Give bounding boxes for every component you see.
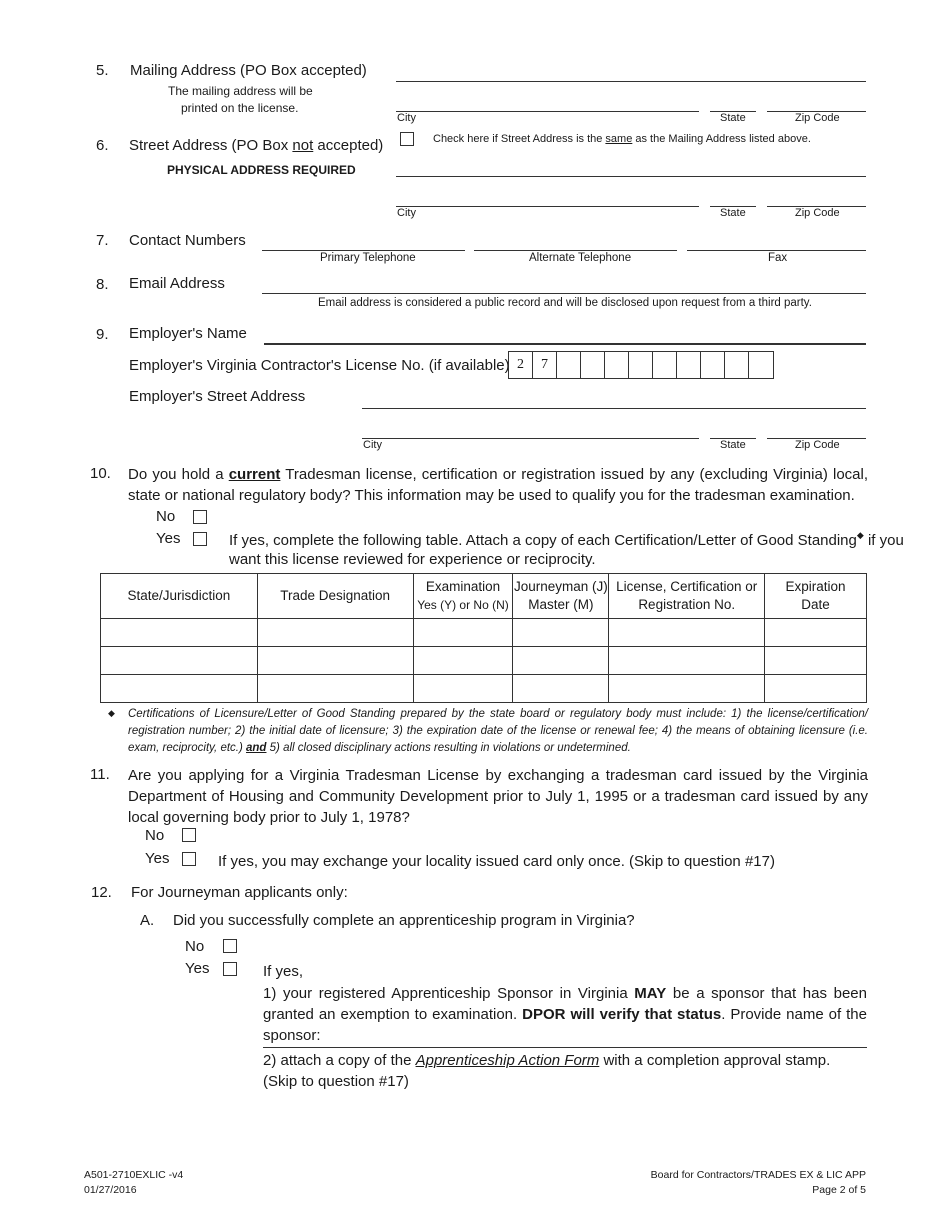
q10-no-checkbox[interactable] xyxy=(193,510,207,524)
header-license-number: License, Certification or Registration No. xyxy=(609,574,765,619)
table-cell[interactable] xyxy=(609,675,765,703)
license-digit-box[interactable] xyxy=(557,352,581,378)
footer-board: Board for Contractors/TRADES EX & LIC APP xyxy=(650,1169,866,1181)
q9-zip-label: Zip Code xyxy=(795,439,840,451)
table-cell[interactable] xyxy=(101,619,258,647)
q6-same-address-checkbox[interactable] xyxy=(400,132,414,146)
table-row xyxy=(101,647,867,675)
q6-city-line[interactable] xyxy=(396,206,699,207)
license-digit-box[interactable] xyxy=(653,352,677,378)
table-cell[interactable] xyxy=(513,675,609,703)
q5-zip-label: Zip Code xyxy=(795,112,840,124)
header-expiration-date: Expiration Date xyxy=(765,574,867,619)
table-cell[interactable] xyxy=(765,647,867,675)
q10-number: 10. xyxy=(90,465,111,482)
q8-number: 8. xyxy=(96,276,109,293)
table-cell[interactable] xyxy=(609,619,765,647)
q8-public-record-note: Email address is considered a public record and will be disclosed upon request from a third party. xyxy=(318,297,812,309)
q6-label: Street Address (PO Box not accepted) xyxy=(129,137,384,154)
q12-number: 12. xyxy=(91,884,112,901)
license-digit-box[interactable] xyxy=(725,352,749,378)
table-row xyxy=(101,619,867,647)
q5-number: 5. xyxy=(96,62,109,79)
q6-address-line[interactable] xyxy=(396,176,866,177)
q5-label: Mailing Address (PO Box accepted) xyxy=(130,62,367,79)
q9-employer-name-label: Employer's Name xyxy=(129,325,247,342)
q7-primary-label: Primary Telephone xyxy=(320,252,416,264)
q9-street-label: Employer's Street Address xyxy=(129,388,306,405)
table-header-row xyxy=(101,574,867,619)
q11-yes-label: Yes xyxy=(145,850,170,867)
q5-subtext-1: The mailing address will be xyxy=(168,84,313,98)
q9-license-boxes[interactable] xyxy=(508,351,774,379)
header-examination: Examination Yes (Y) or No (N) xyxy=(413,574,513,619)
q9-license-label: Employer's Virginia Contractor's License No. (if available) xyxy=(129,357,510,374)
q5-state-label: State xyxy=(720,112,746,124)
q10-yes-label: Yes xyxy=(156,530,181,547)
license-digit-box[interactable] xyxy=(749,352,773,378)
q6-physical-required: PHYSICAL ADDRESS REQUIRED xyxy=(167,163,356,177)
table-cell[interactable] xyxy=(257,647,413,675)
q6-state-label: State xyxy=(720,207,746,219)
license-digit-box[interactable]: 7 xyxy=(533,352,557,378)
q6-city-label: City xyxy=(397,207,416,219)
license-digit-box[interactable] xyxy=(701,352,725,378)
table-cell[interactable] xyxy=(609,647,765,675)
q8-label: Email Address xyxy=(129,275,225,292)
table-cell[interactable] xyxy=(413,675,513,703)
table-cell[interactable] xyxy=(101,647,258,675)
q11-yes-instructions: If yes, you may exchange your locality issued card only once. (Skip to question #17) xyxy=(218,853,775,870)
license-digit-box[interactable] xyxy=(677,352,701,378)
q9-city-line[interactable] xyxy=(362,438,699,439)
q6-zip-label: Zip Code xyxy=(795,207,840,219)
table-cell[interactable] xyxy=(413,647,513,675)
table-cell[interactable] xyxy=(765,675,867,703)
q9-city-label: City xyxy=(363,439,382,451)
table-row xyxy=(101,675,867,703)
q11-number: 11. xyxy=(90,766,110,783)
header-state-jurisdiction: State/Jurisdiction xyxy=(101,574,258,619)
q5-city-line[interactable] xyxy=(396,111,699,112)
license-digit-box[interactable] xyxy=(581,352,605,378)
q12-if-yes: If yes, xyxy=(263,963,304,980)
footer-form-id: A501-2710EXLIC -v4 xyxy=(84,1169,184,1181)
q12-skip-text: (Skip to question #17) xyxy=(263,1073,409,1090)
q10-yes-instructions: If yes, complete the following table. Attach a copy of each Certification/Letter of Good Standing◆ if you xyxy=(229,530,904,549)
q8-email-line[interactable] xyxy=(262,293,866,294)
table-cell[interactable] xyxy=(257,619,413,647)
q10-yes-instructions-2: want this license reviewed for experience or reciprocity. xyxy=(229,551,596,568)
table-cell[interactable] xyxy=(765,619,867,647)
q6-same-address-text: Check here if Street Address is the same as the Mailing Address listed above. xyxy=(433,133,811,145)
header-journeyman-master: Journeyman (J) Master (M) xyxy=(513,574,609,619)
q12-a-letter: A. xyxy=(140,912,155,929)
q5-city-label: City xyxy=(397,112,416,124)
table-cell[interactable] xyxy=(413,619,513,647)
license-digit-box[interactable] xyxy=(605,352,629,378)
table-cell[interactable] xyxy=(513,619,609,647)
q12-yes-label: Yes xyxy=(185,960,210,977)
table-cell[interactable] xyxy=(101,675,258,703)
q12-a-question: Did you successfully complete an apprenticeship program in Virginia? xyxy=(173,912,635,929)
q5-subtext-2: printed on the license. xyxy=(181,101,299,115)
table-cell[interactable] xyxy=(513,647,609,675)
q7-alternate-phone-line[interactable] xyxy=(474,250,677,251)
q12-label: For Journeyman applicants only: xyxy=(131,884,348,901)
license-digit-box[interactable]: 2 xyxy=(509,352,533,378)
q10-question-text: Do you hold a current Tradesman license, certification or registration issued by any (excluding Virginia) local, state or national regulatory body? This information may be used to qualify you for the tradesman examination. xyxy=(128,466,869,504)
q12-no-checkbox[interactable] xyxy=(223,939,237,953)
q7-alternate-label: Alternate Telephone xyxy=(529,252,632,264)
q11-no-checkbox[interactable] xyxy=(182,828,196,842)
license-digit-box[interactable] xyxy=(629,352,653,378)
q9-number: 9. xyxy=(96,326,109,343)
q5-address-line[interactable] xyxy=(396,81,866,82)
q10-certification-note: Certifications of Licensure/Letter of Good Standing prepared by the state board or regulatory body must include: 1) the license/certification/ registration number; 2) the initial date of licensure; 3) the expiration date of the license or renewal fee; 4) the means of obtaining licensure (i.e. exam, reciprocity, etc.) and 5) all closed disciplinary actions resulting in violations or undetermined. xyxy=(128,708,868,754)
q7-fax-label: Fax xyxy=(768,252,788,264)
footer-date: 01/27/2016 xyxy=(84,1184,137,1196)
q12-yes-checkbox[interactable] xyxy=(223,962,237,976)
q11-yes-checkbox[interactable] xyxy=(182,852,196,866)
q9-street-line[interactable] xyxy=(362,408,866,409)
q9-state-label: State xyxy=(720,439,746,451)
q12-attach-form-text: 2) attach a copy of the Apprenticeship Action Form with a completion approval stamp. xyxy=(263,1052,831,1069)
q10-no-label: No xyxy=(156,508,176,525)
q9-employer-name-line[interactable] xyxy=(264,343,866,345)
q7-number: 7. xyxy=(96,232,109,249)
q12-sponsor-instructions: 1) your registered Apprenticeship Sponsor in Virginia MAY be a sponsor that has been granted an exemption to examination. DPOR will verify that status. Provide name of the sponsor: xyxy=(263,985,867,1044)
q12-sponsor-name-line[interactable] xyxy=(263,1047,867,1048)
q12-no-label: No xyxy=(185,938,205,955)
footer-page-number: Page 2 of 5 xyxy=(812,1184,866,1196)
header-trade-designation: Trade Designation xyxy=(257,574,413,619)
license-history-table xyxy=(100,573,867,703)
q7-fax-line[interactable] xyxy=(687,250,866,251)
q6-number: 6. xyxy=(96,137,109,154)
q11-question-text: Are you applying for a Virginia Tradesman License by exchanging a tradesman card issued by the Virginia Department of Housing and Community Development prior to July 1, 1995 or a tradesman card issued by any local governing body prior to July 1, 1978? xyxy=(128,767,868,826)
q7-primary-phone-line[interactable] xyxy=(262,250,465,251)
q11-no-label: No xyxy=(145,827,165,844)
note-diamond-icon: ◆ xyxy=(108,708,115,718)
q10-yes-checkbox[interactable] xyxy=(193,532,207,546)
table-cell[interactable] xyxy=(257,675,413,703)
q7-label: Contact Numbers xyxy=(129,232,246,249)
diamond-icon: ◆ xyxy=(856,530,864,540)
